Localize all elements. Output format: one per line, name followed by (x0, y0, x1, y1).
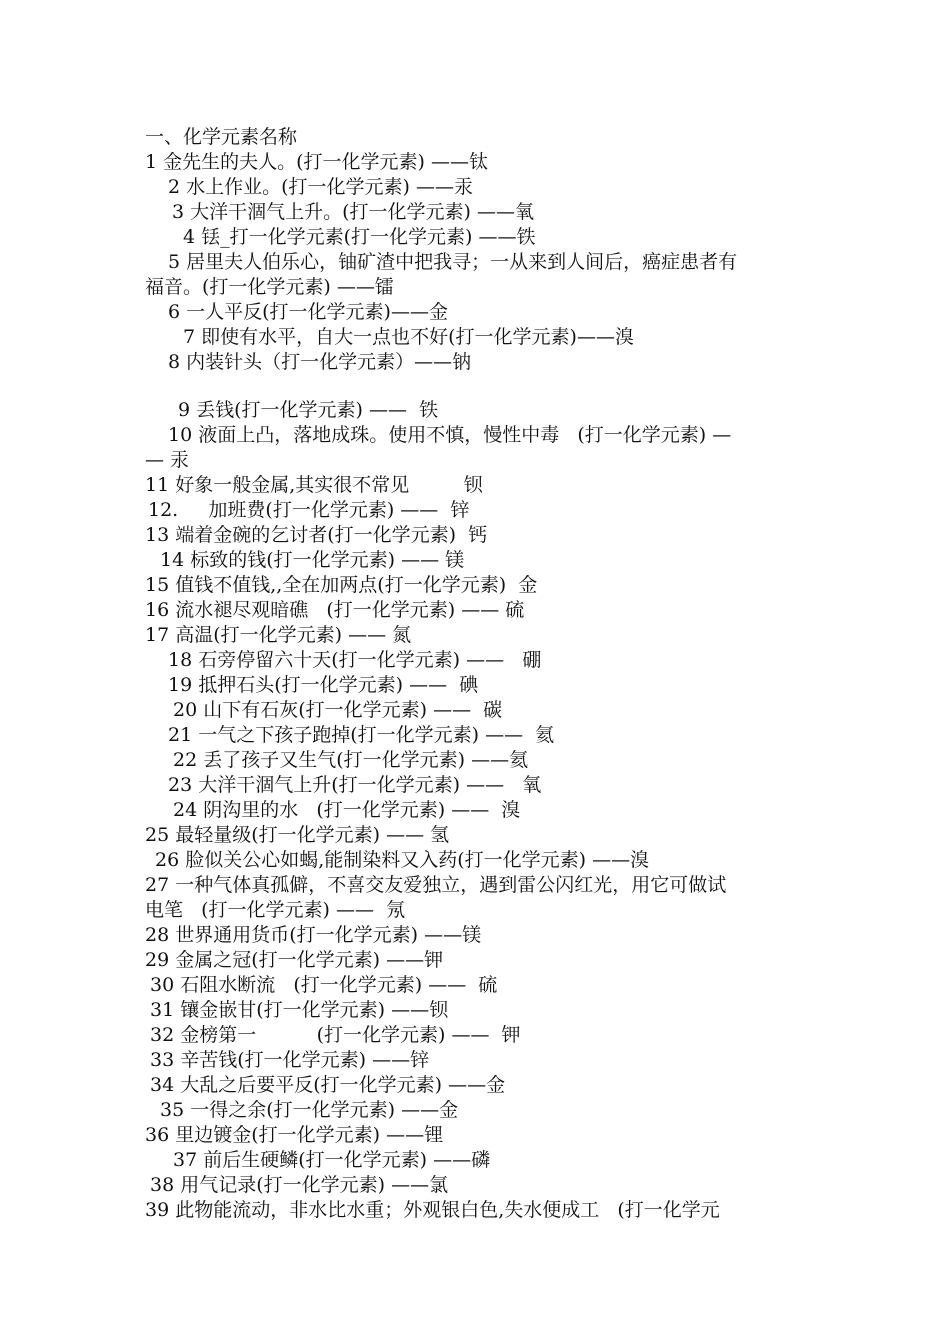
riddle-line: 31 镶金嵌甘(打一化学元素) ——钡 (150, 999, 449, 1021)
riddle-line: 福音。(打一化学元素) ——镭 (145, 276, 394, 298)
riddle-line: 23 大洋干涸气上升(打一化学元素) —— 氧 (168, 774, 542, 796)
riddle-line: 6 一人平反(打一化学元素)——金 (168, 301, 448, 323)
section-heading: 一、化学元素名称 (145, 126, 298, 148)
riddle-line: 29 金属之冠(打一化学元素) ——钾 (145, 949, 444, 971)
riddle-line: 30 石阻水断流 (打一化学元素) —— 硫 (150, 974, 498, 996)
riddle-line: 20 山下有石灰(打一化学元素) —— 碳 (173, 699, 503, 721)
riddle-line: 34 大乱之后要平反(打一化学元素) ——金 (150, 1074, 506, 1096)
riddle-line: 39 此物能流动，非水比水重；外观银白色,失水便成工 (打一化学元 (145, 1199, 720, 1221)
riddle-line: 21 一气之下孩子跑掉(打一化学元素) —— 氦 (168, 724, 555, 746)
riddle-line: 35 一得之余(打一化学元素) ——金 (160, 1099, 459, 1121)
riddle-line: 电笔 (打一化学元素) —— 氖 (145, 899, 406, 921)
riddle-line: 5 居里夫人伯乐心，铀矿渣中把我寻；一从来到人间后，癌症患者有 (168, 251, 738, 273)
riddle-line: 25 最轻量级(打一化学元素) —— 氢 (145, 824, 450, 846)
riddle-line: 8 内装针头（打一化学元素）——钠 (168, 351, 472, 373)
riddle-line: 2 水上作业。(打一化学元素) ——汞 (168, 176, 473, 198)
riddle-line: 38 用气记录(打一化学元素) ——氯 (150, 1174, 449, 1196)
riddle-line: 32 金榜第一 (打一化学元素) —— 钾 (150, 1024, 521, 1046)
riddle-line: 19 抵押石头(打一化学元素) —— 碘 (168, 674, 479, 696)
riddle-line: 24 阴沟里的水 (打一化学元素) —— 溴 (173, 799, 521, 821)
riddle-line: 14 标致的钱(打一化学元素) —— 镁 (160, 549, 465, 571)
riddle-line: 1 金先生的夫人。(打一化学元素) ——钛 (145, 151, 488, 173)
riddle-line: 26 脸似关公心如蝎,能制染料又入药(打一化学元素) ——溴 (155, 849, 650, 871)
riddle-line: 15 值钱不值钱,,全在加两点(打一化学元素) 金 (145, 574, 538, 596)
riddle-line: 11 好象一般金属,其实很不常见 钡 (145, 474, 483, 496)
riddle-line: 17 高温(打一化学元素) —— 氮 (145, 624, 412, 646)
riddle-line: 36 里边镀金(打一化学元素) ——锂 (145, 1124, 444, 1146)
riddle-line: 9 丢钱(打一化学元素) —— 铁 (178, 399, 439, 421)
riddle-line: — 汞 (145, 449, 190, 471)
riddle-line: 13 端着金碗的乞讨者(打一化学元素) 钙 (145, 524, 488, 546)
riddle-line: 4 铥_打一化学元素(打一化学元素) ——铁 (183, 226, 536, 248)
riddle-line: 18 石旁停留六十天(打一化学元素) —— 硼 (168, 649, 542, 671)
riddle-line: 22 丢了孩子又生气(打一化学元素) ——氦 (173, 749, 529, 771)
riddle-line: 28 世界通用货币(打一化学元素) ——镁 (145, 924, 482, 946)
riddle-line: 33 辛苦钱(打一化学元素) ——锌 (150, 1049, 430, 1071)
riddle-line: 27 一种气体真孤僻，不喜交友爱独立，遇到雷公闪红光，用它可做试 (145, 874, 727, 896)
riddle-line: 3 大洋干涸气上升。(打一化学元素) ——氧 (172, 201, 534, 223)
riddle-line: 12. 加班费(打一化学元素) —— 锌 (148, 499, 470, 521)
riddle-line: 7 即使有水平，自大一点也不好(打一化学元素)——溴 (183, 326, 634, 348)
riddle-line: 10 液面上凸，落地成珠。使用不慎，慢性中毒 (打一化学元素) — (168, 424, 732, 446)
riddle-line: 16 流水褪尽观暗礁 (打一化学元素) —— 硫 (145, 599, 525, 621)
riddle-line: 37 前后生硬鳞(打一化学元素) ——磷 (173, 1149, 491, 1171)
